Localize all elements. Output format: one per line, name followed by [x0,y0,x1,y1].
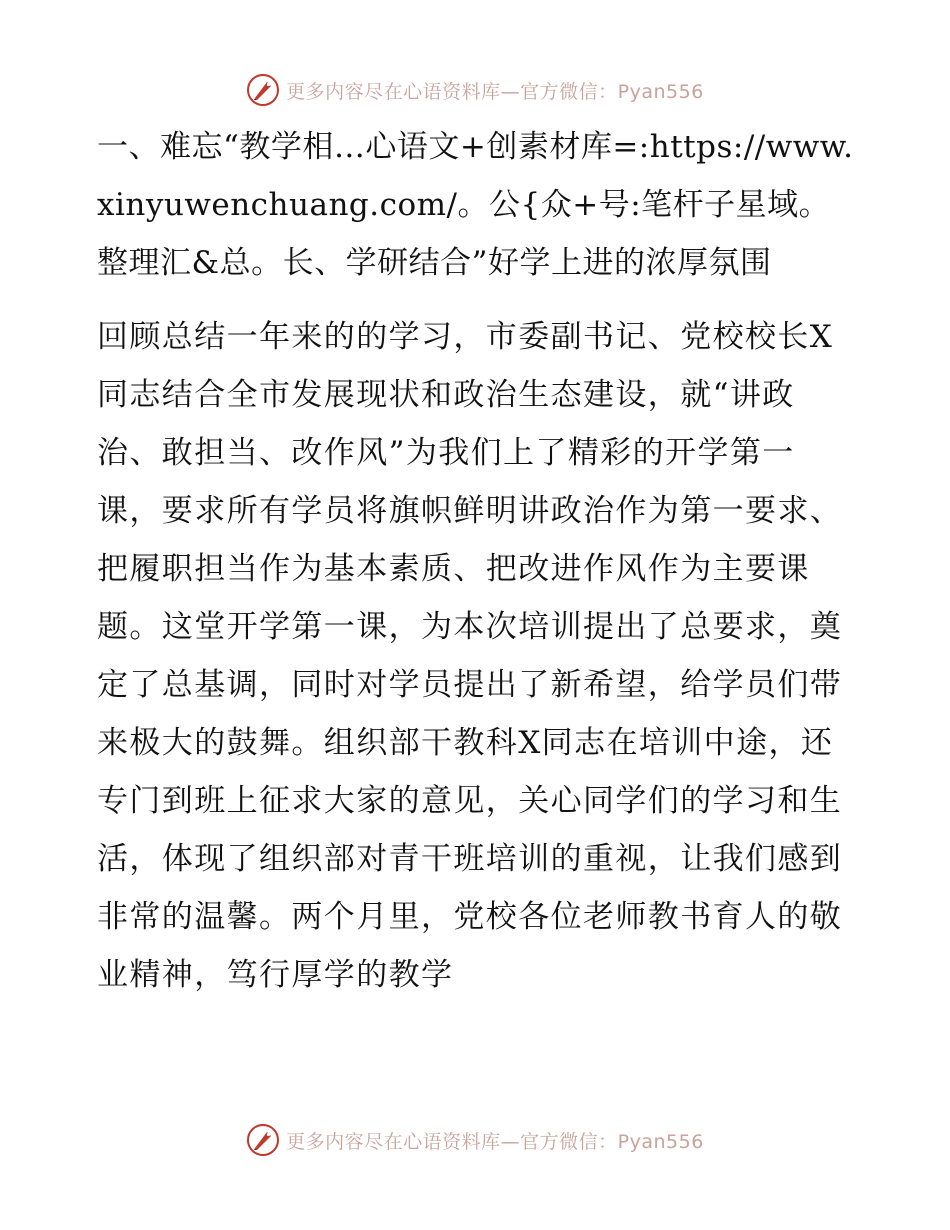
footer-banner [0,1120,950,1160]
banner-text: 更多内容尽在心语资料库—官方微信：Pyan556 [286,1130,704,1153]
pen-nib-logo-icon [246,73,280,107]
document-body [97,118,857,1004]
pen-nib-logo-icon [246,1123,280,1157]
header-banner [0,70,950,110]
banner-text: 更多内容尽在心语资料库—官方微信：Pyan556 [286,80,704,103]
body-paragraph: 回顾总结一年来的的学习，市委副书记、党校校长X同志结合全市发展现状和政治生态建设，就“讲政治、敢担当、改作风”为我们上了精彩的开学第一课，要求所有学员将旗帜鲜明讲政治作为第一要求、把履职担当作为基本素质、把改进作风作为主要课题。这堂开学第一课，为本次培训提出了总要求，奠定了总基调，同时对学员提出了新希望，给学员们带来极大的鼓舞。组织部干教科X同志在培训中途，还专门到班上征求大家的意见，关心同学们的学习和生活，体现了组织部对青干班培训的重视，让我们感到非常的温馨。两个月里，党校各位老师教书育人的敬业精神，笃行厚学的教学 [97,319,843,993]
heading-paragraph: 一、难忘“教学相…心语文+创素材库=:https://www.xinyuwenchuang.com/。公{众+号:笔杆子星域。整理汇&总。长、学研结合”好学上进的浓厚氛围 [97,129,854,281]
